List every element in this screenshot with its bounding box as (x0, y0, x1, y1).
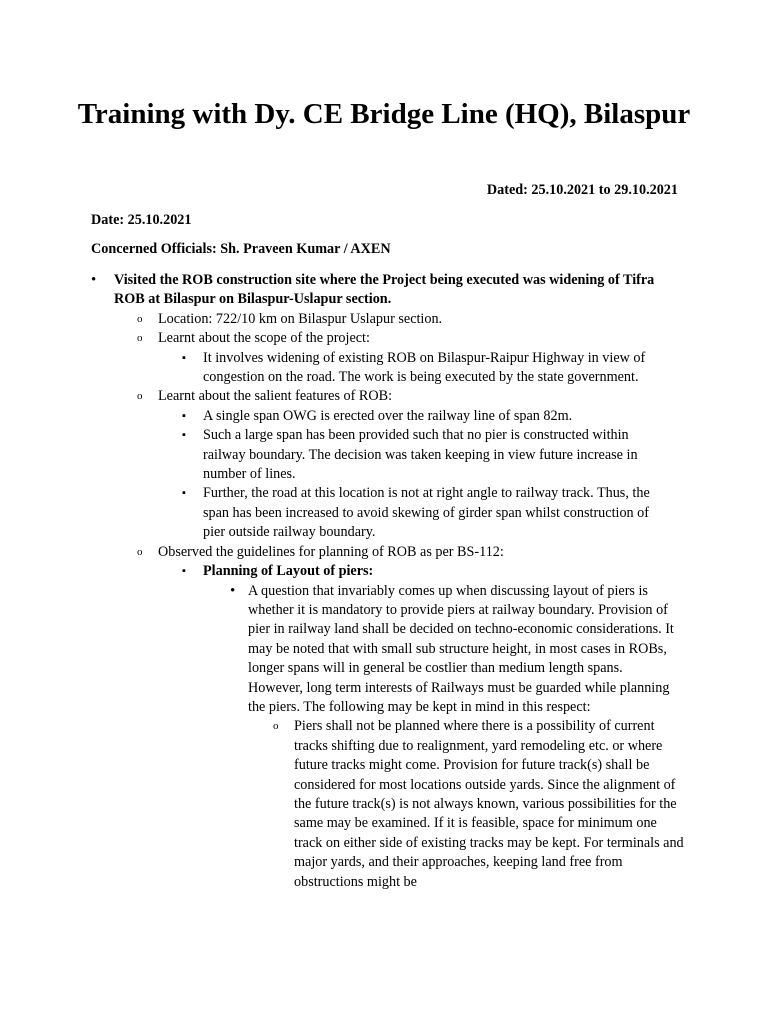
entry-date: Date: 25.10.2021 (91, 212, 192, 228)
bullet-square-icon: ▪ (182, 429, 186, 442)
notes-list (0, 271, 768, 892)
list-item-visit (0, 271, 768, 310)
list-item-layout-para (0, 582, 768, 718)
bullet-square-icon: ▪ (182, 565, 186, 578)
visit-text: Visited the ROB construction site where the Project being executed was widening of Tifra ROB at Bilaspur on Bilaspur-Uslapur section. (114, 272, 655, 308)
list-item-features (0, 387, 768, 406)
list-item-feature-1 (0, 407, 768, 426)
list-item-guidelines (0, 543, 768, 562)
layout-heading: Planning of Layout of piers: (203, 563, 374, 580)
document-title: Training with Dy. CE Bridge Line (HQ), Bilaspur (77, 98, 691, 130)
list-item-scope-1 (0, 349, 768, 388)
scope-text: It involves widening of existing ROB on Bilaspur-Raipur Highway in view of congestion on the road. The work is being executed by the state government. (203, 349, 646, 386)
location-text: Location: 722/10 km on Bilaspur Uslapur section. (158, 310, 443, 327)
list-item-piers (0, 717, 768, 892)
list-item-feature-3 (0, 484, 768, 542)
feature-text: Such a large span has been provided such that no pier is constructed within railway boundary. The decision was taken keeping in view future increase in number of lines. (203, 427, 638, 483)
bullet-dot-icon: • (91, 272, 97, 288)
layout-paragraph: A question that invariably comes up when discussing layout of piers is whether it is mandatory to provide piers at railway boundary. Provision of pier in railway land shall be decided on techno-economic considerations. It may be noted that with small sub structure height, in most cases in ROBs, longer spans will in general be costlier than medium length spans. However, long term interests of Railways must be guarded while planning the piers. The following may be kept in mind in this respect: (248, 582, 674, 715)
feature-text: Further, the road at this location is not at right angle to railway track. Thus, the span has been increased to avoid skewing of girder span whilst construction of pier outside railway boundary. (203, 485, 650, 541)
bullet-circle-icon: o (137, 332, 143, 345)
bullet-square-icon: ▪ (182, 487, 186, 500)
feature-text: A single span OWG is erected over the railway line of span 82m. (203, 407, 573, 424)
bullet-circle-icon: o (137, 312, 143, 325)
list-item-location (0, 310, 768, 329)
list-item-scope (0, 329, 768, 348)
piers-paragraph: Piers shall not be planned where there is a possibility of current tracks shifting due to realignment, yard remodeling etc. or where future tracks might come. Provision for future track(s) shall be considered for most locations outside yards. Since the alignment of the future track(s) is not always known, various possibilities for the same may be examined. If it is feasible, space for minimum one track on either side of existing tracks may be kept. For terminals and major yards, and their approaches, keeping land free from obstructions might be (294, 718, 684, 890)
features-heading: Learnt about the salient features of ROB: (158, 388, 393, 405)
scope-heading: Learnt about the scope of the project: (158, 330, 370, 347)
bullet-circle-icon: o (273, 720, 279, 733)
bullet-circle-icon: o (137, 390, 143, 403)
dated-range: Dated: 25.10.2021 to 29.10.2021 (486, 182, 678, 198)
bullet-dot-icon: • (230, 582, 236, 599)
bullet-square-icon: ▪ (182, 351, 186, 364)
list-item-layout (0, 562, 768, 581)
concerned-officials: Concerned Officials: Sh. Praveen Kumar / AXEN (91, 241, 391, 257)
guidelines-heading: Observed the guidelines for planning of ROB as per BS-112: (158, 543, 504, 560)
bullet-circle-icon: o (137, 545, 143, 558)
list-item-feature-2 (0, 426, 768, 484)
bullet-square-icon: ▪ (182, 409, 186, 422)
